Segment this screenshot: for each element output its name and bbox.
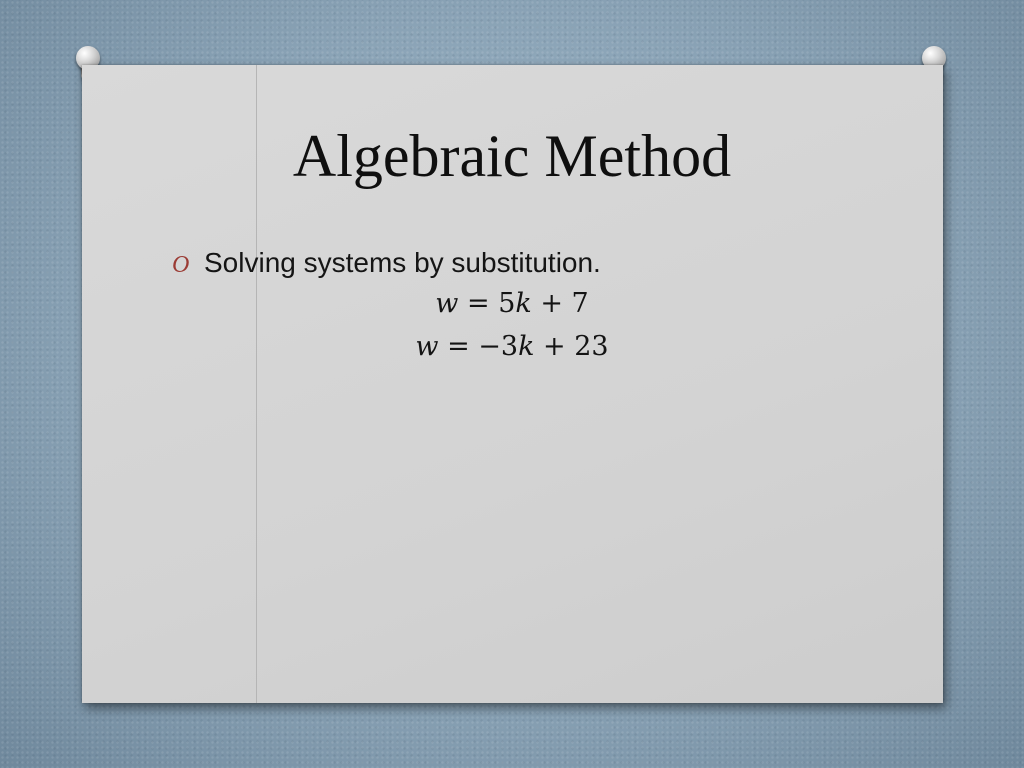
slide-card bbox=[82, 65, 943, 703]
equation-1-coef: 5 bbox=[498, 288, 516, 319]
margin-line bbox=[256, 65, 257, 703]
equation-2-coef: −3 bbox=[478, 331, 519, 362]
equation-2-var: k bbox=[518, 331, 535, 362]
equation-1-rest: + 7 bbox=[531, 288, 589, 319]
bullet-text: Solving systems by substitution. bbox=[204, 247, 601, 278]
equation-1 bbox=[312, 290, 712, 317]
bullet-item bbox=[172, 247, 601, 279]
slide-title: Algebraic Method bbox=[292, 123, 732, 189]
equation-2 bbox=[312, 333, 712, 360]
equation-2-lhs: w bbox=[415, 331, 439, 362]
equation-1-op: = bbox=[458, 288, 499, 319]
equation-2-op: = bbox=[438, 331, 479, 362]
equation-2-rest: + 23 bbox=[534, 331, 609, 362]
equation-1-var: k bbox=[515, 288, 532, 319]
equation-1-lhs: w bbox=[435, 288, 459, 319]
bullet-marker-icon: O bbox=[172, 252, 190, 278]
